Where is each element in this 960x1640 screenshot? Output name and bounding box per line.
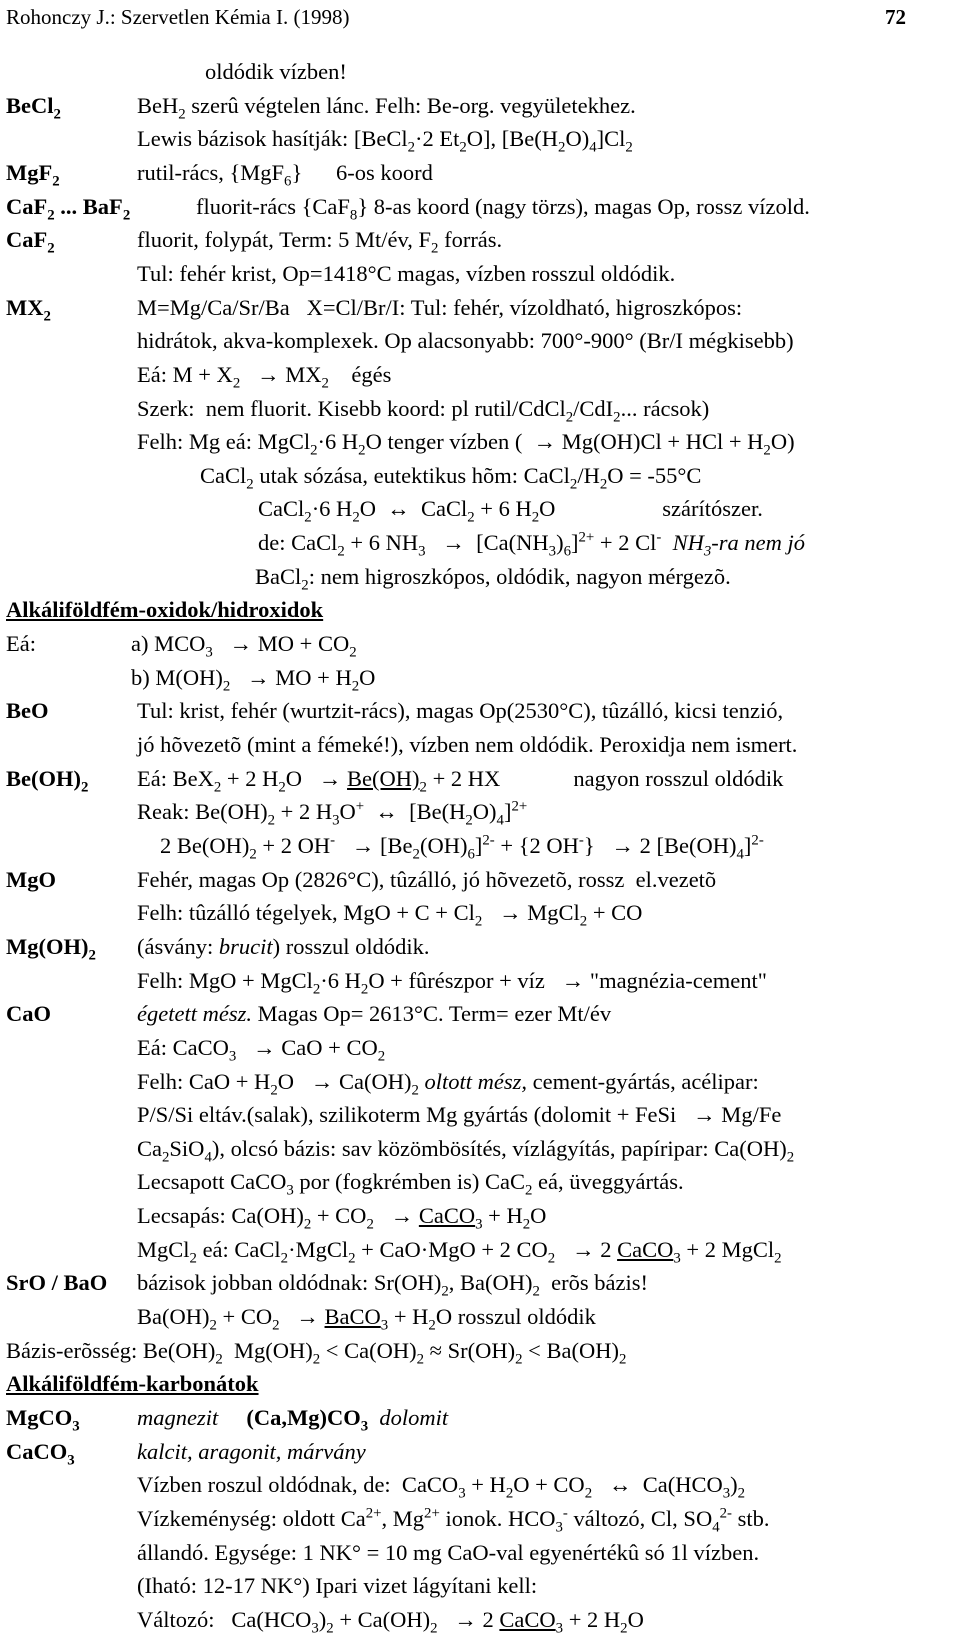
text-line	[0, 324, 960, 358]
text-line	[0, 1569, 960, 1603]
line-text: hidrátok, akva-komplexek. Op alacsonyabb: 700°-900° (Br/I mégkisebb)	[137, 328, 794, 354]
text-line	[0, 863, 960, 897]
line-text: Eá: BeX$_2$ + 2 $H_2O \to Be(OH)_2 + 2$ HX nagyon rosszul oldódik	[137, 765, 784, 796]
text-line	[0, 795, 960, 829]
line-text: MgCl$_2$ eá: CaCl$_2$·MgCl$_2$ + CaO·MgO + 2 $CO_2 \to 2$ CaCO$_3$ + 2 MgCl$_2$	[137, 1236, 782, 1267]
line-text: Felh: MgO + MgCl$_2$·6 $H_2O$ + fûrészpor + víz → "magnézia-cement"	[137, 967, 767, 998]
line-text: Szerk: nem fluorit. Kisebb koord: pl rutil/CdCl$_2$/CdI$_2$... rácsok)	[137, 395, 710, 425]
text-line	[0, 1603, 960, 1637]
line-text: magnezit $(Ca,Mg)CO_3$ dolomit	[137, 1405, 449, 1435]
text-line	[0, 627, 960, 661]
text-line	[0, 997, 960, 1031]
compound-label: CaCO$_3$	[6, 1438, 75, 1469]
line-text: Felh: CaO + $H_2O \to Ca(OH)_2$ oltott mész, cement-gyártás, acélipar:	[137, 1068, 759, 1098]
compound-label: SrO / BaO	[6, 1270, 108, 1296]
text-line	[0, 89, 960, 123]
text-line	[0, 459, 960, 493]
line-text: CaCl$_2$ utak sózása, eutektikus hõm: $CaCl_2/H_2O = -55^\circ C$	[200, 462, 702, 493]
line-text: Lecsapás: $Ca(OH)_2 + CO_2$ → CaCO$_3$ + $H_2O$	[137, 1203, 547, 1233]
line-text: Fehér, magas Op (2826°C), tûzálló, jó hõvezetõ, rossz el.vezetõ	[137, 866, 717, 892]
text-line	[0, 257, 960, 291]
line-text: égetett mész. Magas Op= 2613°C. Term= ezer Mt/év	[137, 1001, 612, 1027]
text-line	[0, 156, 960, 190]
section-heading: Alkáliföldfém-karbonátok	[6, 1371, 259, 1397]
line-text: Felh: tûzálló tégelyek, MgO + $C + Cl_2$ → MgCl$_2$ + CO	[137, 900, 643, 930]
text-line	[0, 728, 960, 762]
compound-label: Bázis-erõsség: $Be(OH)_2$ $Mg(OH)_2 < Ca(OH)_2 \approx Sr(OH)_2 < Ba(OH)_2$	[6, 1337, 627, 1368]
text-line	[0, 122, 960, 156]
line-text: BeH$_2$ szerû végtelen lánc. Felh: Be-org. vegyületekhez.	[137, 92, 636, 123]
text-line	[0, 223, 960, 257]
compound-label: $MX_2$	[6, 294, 51, 325]
line-text: de: CaCl$_2$ + 6 $NH_3 \to [Ca(NH_3)_6]^{2+} + 2$ Cl- $NH_3-ra$ nem jó	[258, 529, 805, 560]
text-line	[0, 1367, 960, 1401]
text-line	[0, 1098, 960, 1132]
line-text: Eá: $M + X_2 \to MX_2$ égés	[137, 361, 392, 392]
text-line	[0, 1165, 960, 1199]
line-text: Változó: $Ca(HCO_3)_2 + Ca(OH)_2 \to 2$ CaCO$_3$ + 2 $H_2O$	[137, 1606, 644, 1637]
compound-label: CaF$_2$ ... BaF$_2$	[6, 193, 131, 224]
text-line	[0, 1199, 960, 1233]
header-page-number: 72	[885, 5, 906, 29]
text-line	[0, 1334, 960, 1368]
text-line	[0, 1266, 960, 1300]
text-line	[0, 1401, 960, 1435]
text-line	[0, 190, 960, 224]
line-text: P/S/Si eltáv.(salak), szilikoterm Mg gyártás (dolomit + FeSi → Mg/Fe	[137, 1102, 782, 1128]
header-author-title: Rohonczy J.: Szervetlen Kémia I. (1998)	[6, 5, 350, 29]
compound-label: CaF$_2$	[6, 227, 55, 257]
line-text: (ásvány: brucit) rosszul oldódik.	[137, 933, 430, 959]
text-line	[0, 1031, 960, 1065]
line-text: oldódik vízben!	[205, 59, 347, 84]
text-line	[0, 1233, 960, 1267]
text-line	[0, 492, 960, 526]
line-text: fluorit, folypát, Term: 5 Mt/év, $F_2$ forrás.	[137, 227, 503, 257]
line-text: állandó. Egysége: 1 NK° = 10 mg CaO-val egyenértékû só 1l vízben.	[137, 1539, 760, 1565]
text-line	[0, 829, 960, 863]
text-line	[0, 55, 960, 89]
text-line	[0, 964, 960, 998]
page-header	[0, 0, 960, 34]
line-text: Vízben roszul oldódnak, de: CaCO$_3$ + $H_2O + CO_2$ ↔ $Ca(HCO_3)_2$	[137, 1472, 746, 1502]
compound-label: MgCO$_3$	[6, 1405, 80, 1435]
compound-label: BeCl$_2$	[6, 92, 61, 123]
line-text: fluorit-rács {CaF$_8$} 8-as koord (nagy törzs), magas Op, rossz vízold.	[196, 193, 810, 224]
text-line	[0, 392, 960, 426]
line-text: BaCl$_2$: nem higroszkópos, oldódik, nagyon mérgezõ.	[255, 563, 731, 594]
text-line	[0, 1132, 960, 1166]
line-text: bázisok jobban oldódnak: $Sr(OH)_2$, $Ba(OH)_2$ erõs bázis!	[137, 1270, 648, 1300]
line-text: M=Mg/Ca/Sr/Ba X=Cl/Br/I: Tul: fehér, vízoldható, higroszkópos:	[137, 294, 743, 320]
text-line	[0, 291, 960, 325]
line-text: Reak: $Be(OH)_2 + 2$ $H_3O^+$ ↔ $[Be(H_2O)_4]^{2+}$	[137, 798, 528, 829]
line-text: rutil-rács, {MgF$_6$} 6-os koord	[137, 159, 433, 190]
compound-label: CaO	[6, 1001, 51, 1027]
line-text: Tul: krist, fehér (wurtzit-rács), magas Op(2530°C), tûzálló, kicsi tenzió,	[137, 698, 784, 724]
text-line	[0, 425, 960, 459]
line-text: b) $M(OH)_2$ → MO + $H_2O$	[131, 664, 376, 695]
line-text: $Ba(OH)_2 + CO_2$ → BaCO$_3$ + $H_2O$ rosszul oldódik	[137, 1304, 596, 1334]
text-line	[0, 1435, 960, 1469]
line-text: Felh: Mg eá: MgCl$_2$·6 $H_2O$ tenger vízben ( → Mg(OH)Cl + HCl + $H_2O$)	[137, 429, 795, 459]
line-text: Lecsapott CaCO$_3$ por (fogkrémben is) CaC$_2$ eá, üveggyártás.	[137, 1169, 684, 1199]
text-line	[0, 694, 960, 728]
text-line	[0, 661, 960, 695]
line-text: (Iható: 12-17 NK°) Ipari vizet lágyítani kell:	[137, 1573, 538, 1599]
text-line	[0, 526, 960, 560]
line-text: $Ca_2SiO_4$), olcsó bázis: sav közömbösítés, vízlágyítás, papíripar: $Ca(OH)_2$	[137, 1135, 795, 1166]
text-line	[0, 1065, 960, 1099]
compound-label: BeO	[6, 698, 49, 724]
compound-label: $Be(OH)_2$	[6, 765, 89, 796]
text-line	[0, 762, 960, 796]
text-line	[0, 1468, 960, 1502]
compound-label: MgF$_2$	[6, 159, 60, 190]
text-line	[0, 930, 960, 964]
line-text: kalcit, aragonit, márvány	[137, 1438, 366, 1464]
section-heading: Alkáliföldfém-oxidok/hidroxidok	[6, 597, 324, 623]
line-text: Vízkeménység: oldott $Ca^{2+}$, $Mg^{2+}$ ionok. $HCO_3^-$ változó, Cl, $SO_4^{2-}$ stb.	[137, 1505, 770, 1536]
line-text: CaCl$_2$·6 $H_2O$ ↔ CaCl$_2$ + 6 $H_2O$ szárítószer.	[258, 496, 763, 526]
text-line	[0, 1300, 960, 1334]
text-line	[0, 1536, 960, 1570]
text-line	[0, 1502, 960, 1536]
line-text: a) $MCO_3$ → MO + $CO_2$	[131, 631, 357, 661]
line-text: Tul: fehér krist, Op=1418°C magas, vízben rosszul oldódik.	[137, 260, 676, 286]
compound-label: $Mg(OH)_2$	[6, 933, 96, 964]
compound-label: MgO	[6, 866, 56, 892]
text-line	[0, 358, 960, 392]
line-text: jó hõvezetõ (mint a fémeké!), vízben nem oldódik. Peroxidja nem ismert.	[137, 732, 798, 757]
text-line	[0, 593, 960, 627]
line-text: Lewis bázisok hasítják: [BeCl$_2$·2 $Et_2O$], $[Be(H_2O)_4]Cl_2$	[137, 126, 633, 156]
text-line	[0, 896, 960, 930]
line-text: Eá: CaCO$_3$ → CaO + $CO_2$	[137, 1034, 386, 1065]
text-line	[0, 560, 960, 594]
compound-label: Eá:	[6, 631, 36, 657]
line-text: 2 $Be(OH)_2 + 2$ $OH^- \to [Be_2(OH)_6]^{2-} + \{2$ OH-} → 2 $[Be(OH)_4]^{2-}$	[160, 832, 764, 863]
